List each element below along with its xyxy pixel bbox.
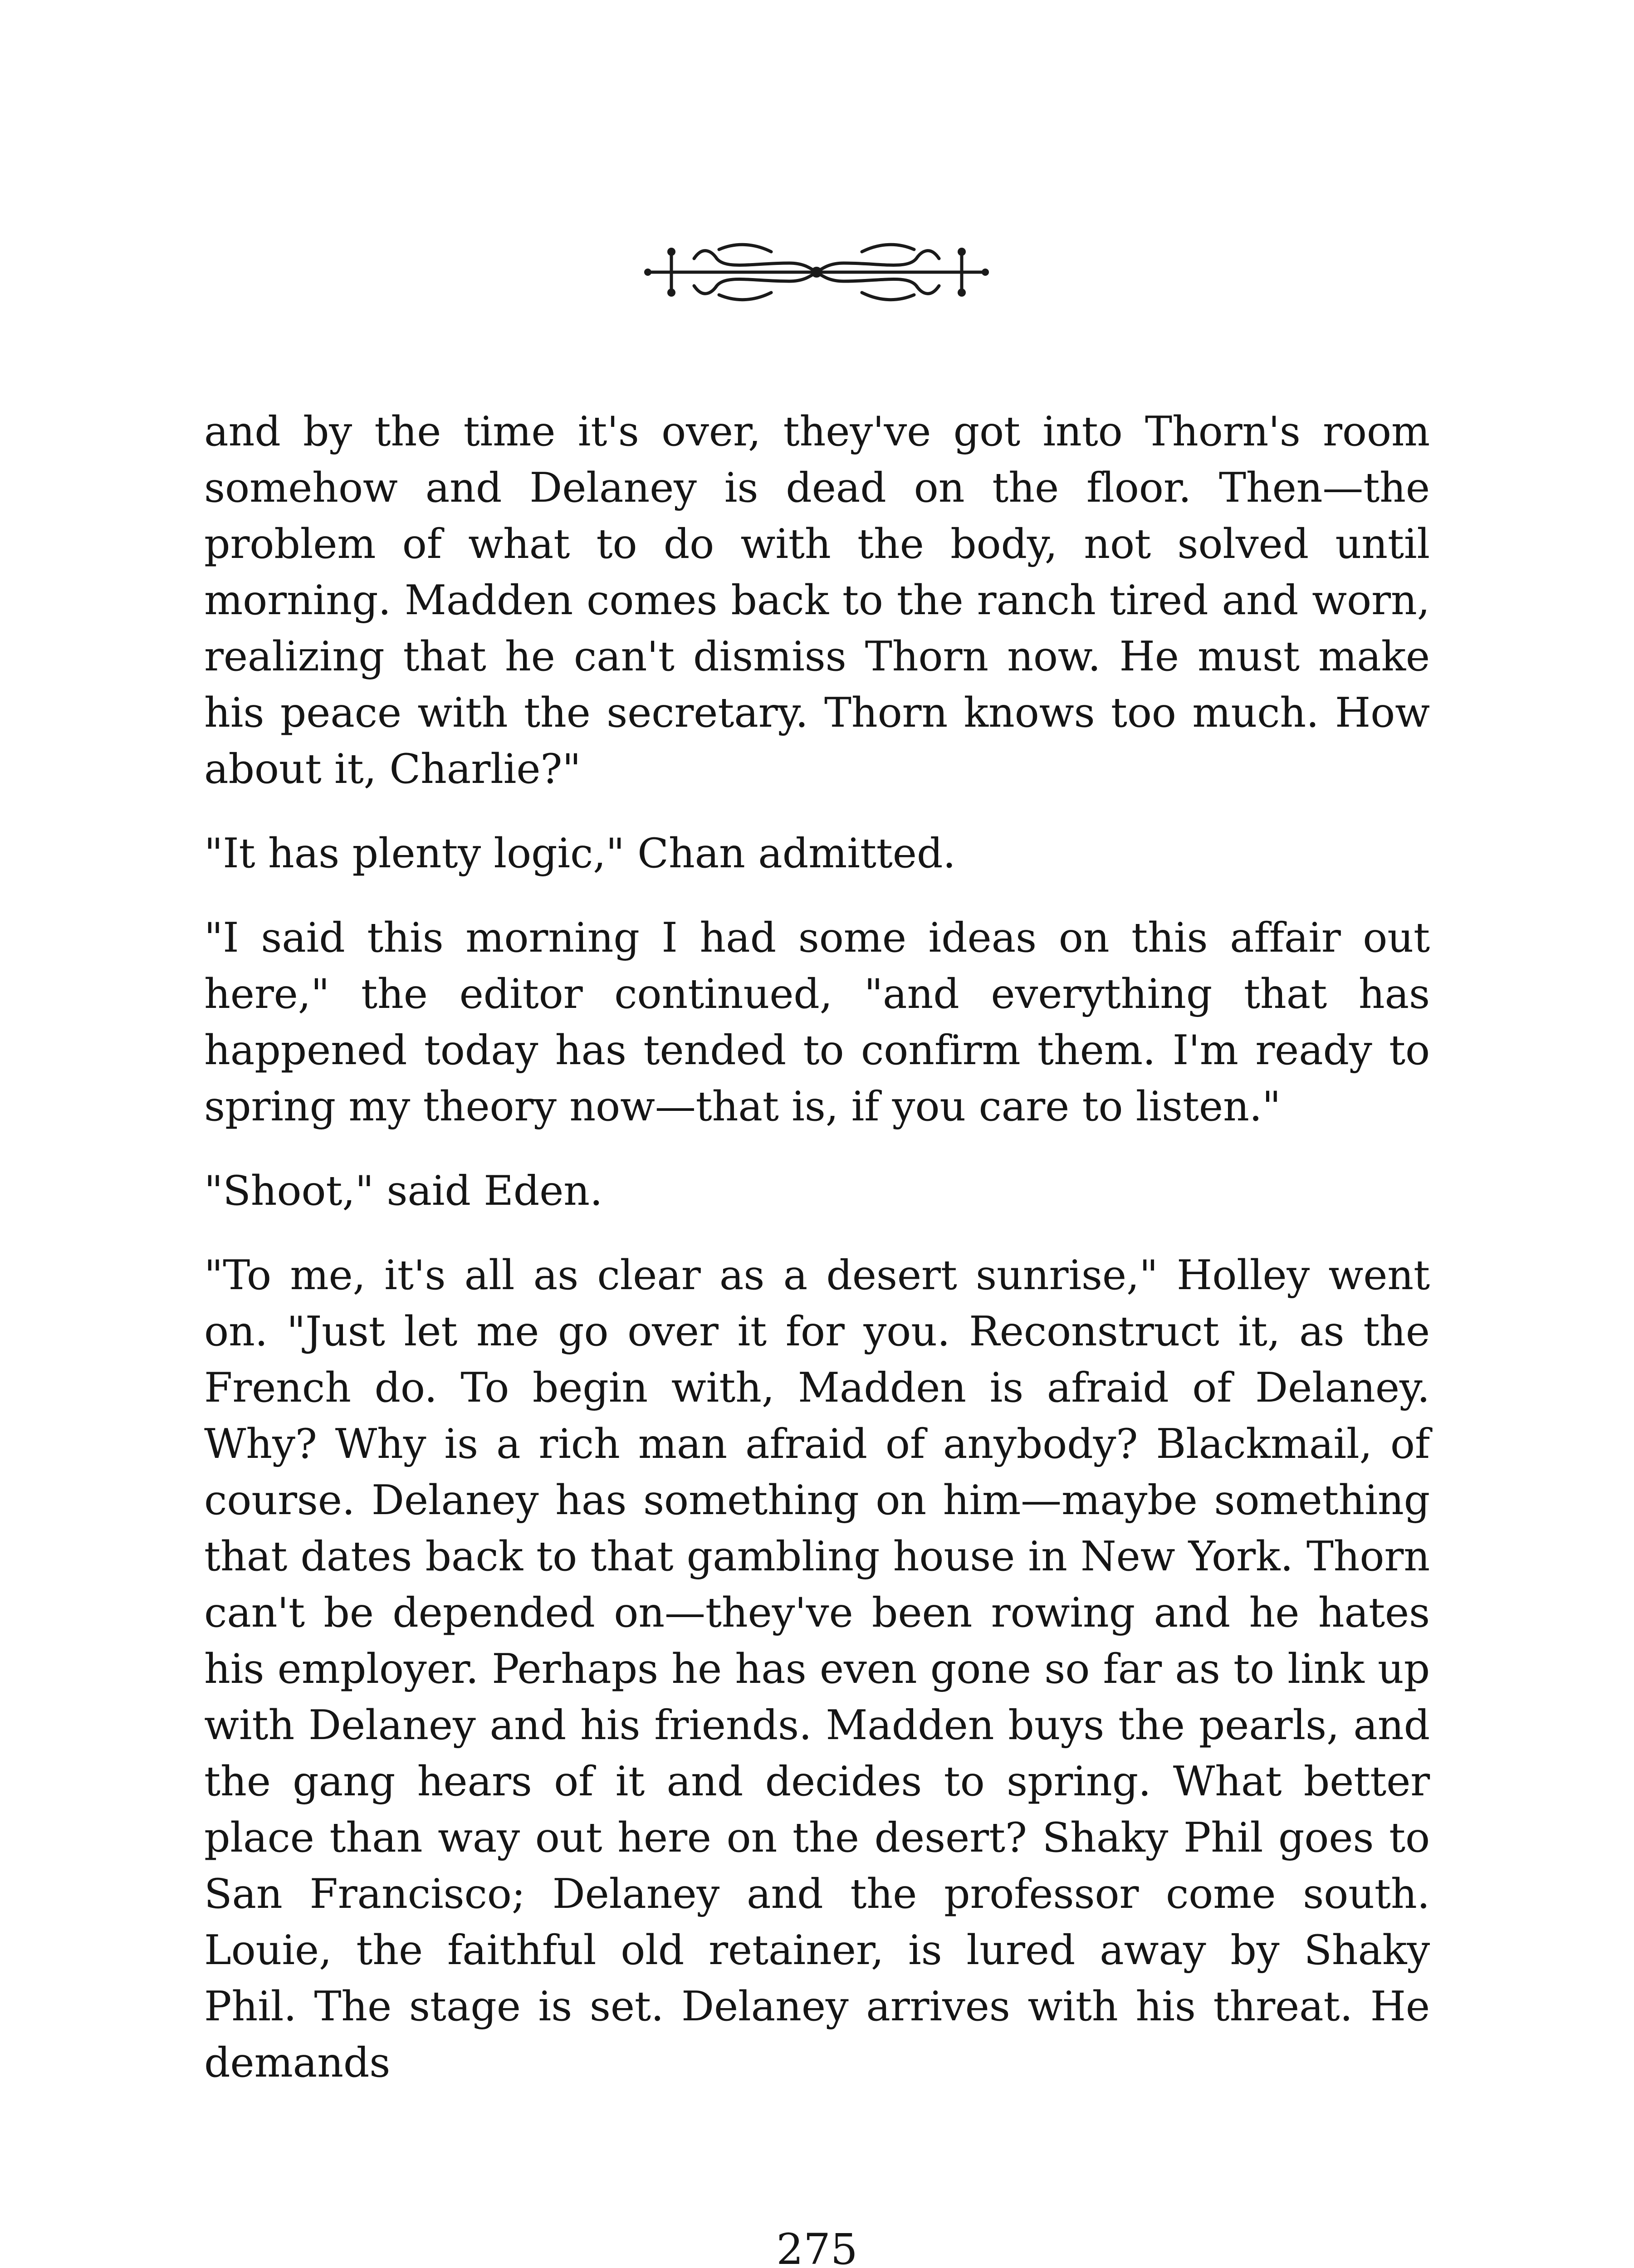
- paragraph: "To me, it's all as clear as a desert sunrise," Holley went on. "Just let me go over it for you. Reconstruct it, as the French do. To begin with, Madden is afraid of Delaney. Why? Why is a rich man afraid of anybody? Blackmail, of course. Delaney has something on him—maybe something that dates back to that gambling house in New York. Thorn can't be depended on—they've been rowing and he hates his employer. Perhaps he has even gone so far as to link up with Delaney and his friends. Madden buys the pearls, and the gang hears of it and decides to spring. What better place than way out here on the desert? Shaky Phil goes to San Francisco; Delaney and the professor come south. Louie, the faithful old retainer, is lured away by Shaky Phil. The stage is set. Delaney arrives with his threat. He demands: [204, 1251, 1430, 2087]
- scroll-flourish-ornament-icon: [640, 227, 993, 313]
- paragraph: "Shoot," said Eden.: [204, 1167, 603, 1215]
- body-text: [204, 404, 1430, 2119]
- paragraph: "It has plenty logic," Chan admitted.: [204, 830, 956, 877]
- paragraph: "I said this morning I had some ideas on this affair out here," the editor continued, "and everything that has happened today has tended to confirm them. I'm ready to spring my theory now—that is, if you care to listen.": [204, 914, 1430, 1130]
- paragraph: and by the time it's over, they've got into Thorn's room somehow and Delaney is dead on the floor. Then—the problem of what to do with the body, not solved until morning. Madden comes back to the ranch tired and worn, realizing that he can't dismiss Thorn now. He must make his peace with the secretary. Thorn knows too much. How about it, Charlie?": [204, 408, 1430, 793]
- page-number: 275: [776, 2225, 858, 2268]
